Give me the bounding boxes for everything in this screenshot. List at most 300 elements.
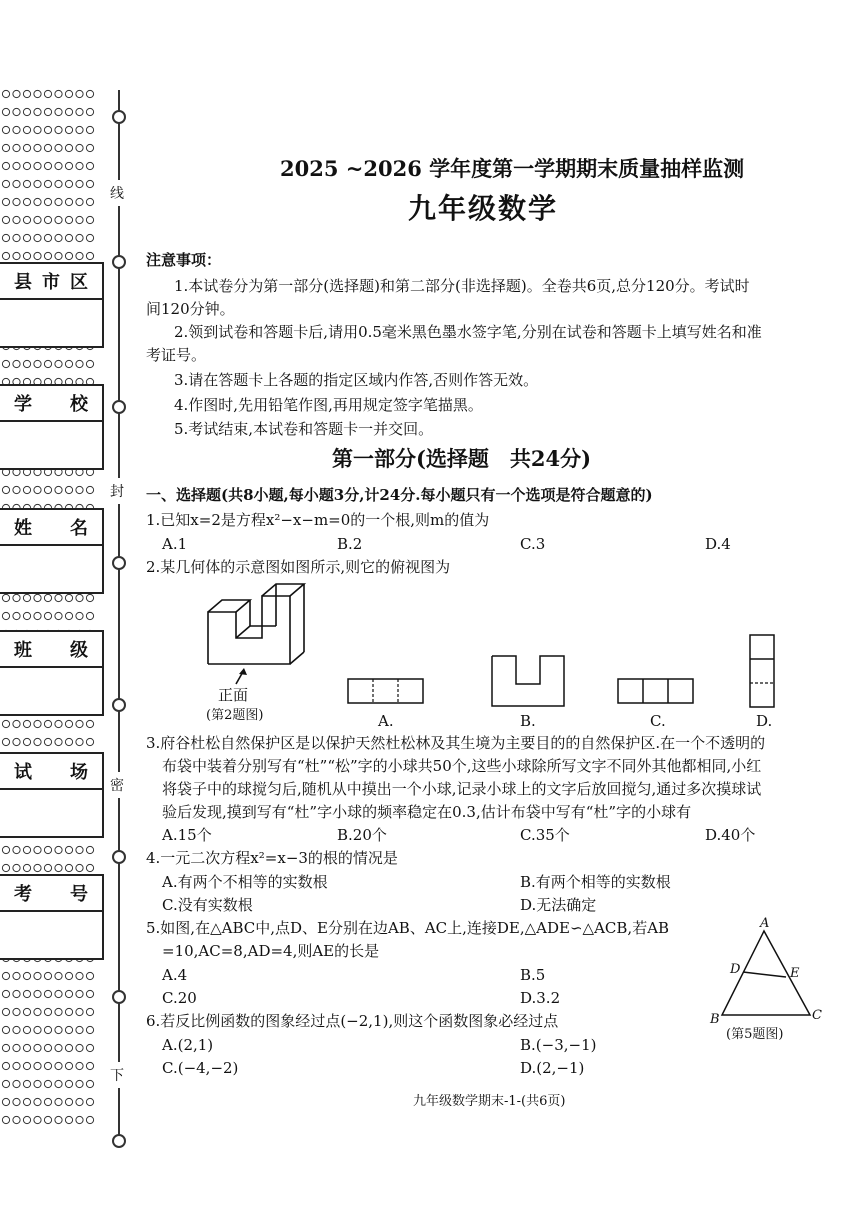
perforation-dot xyxy=(86,1098,93,1105)
perforation-dot xyxy=(65,216,72,223)
perforation-dot xyxy=(23,864,30,871)
perforation-dot xyxy=(23,594,30,601)
perforation-dot xyxy=(76,1026,83,1033)
perforation-dot xyxy=(86,594,93,601)
perforation-dot xyxy=(86,162,93,169)
perforation-dot xyxy=(23,180,30,187)
perforation-dot xyxy=(23,738,30,745)
q5-vertex-e: E xyxy=(790,966,800,981)
field-name-label-a: 姓 xyxy=(14,518,32,539)
binding-ring xyxy=(112,850,126,864)
perforation-dot xyxy=(76,360,83,367)
field-exam-room-blank[interactable] xyxy=(0,790,102,836)
q2-option-c[interactable]: C. xyxy=(650,712,666,730)
perforation-dot xyxy=(65,1026,72,1033)
perforation-dot xyxy=(76,990,83,997)
perforation-dot xyxy=(2,720,9,727)
perforation-dot xyxy=(2,108,9,115)
q1-stem: 1.已知x=2是方程x²−x−m=0的一个根,则m的值为 xyxy=(146,511,490,529)
perforation-dot xyxy=(44,486,51,493)
perforation-dot xyxy=(2,198,9,205)
perforation-dot xyxy=(86,216,93,223)
field-school-label-c: 校 xyxy=(70,394,88,415)
perforation-dot xyxy=(44,360,51,367)
perforation-dot xyxy=(44,234,51,241)
perforation-dot xyxy=(13,594,20,601)
binding-line xyxy=(118,90,120,1140)
perforation-dot xyxy=(65,972,72,979)
perforation-dot xyxy=(34,990,41,997)
perforation-dot xyxy=(55,216,62,223)
perforation-dot xyxy=(86,90,93,97)
perforation-dot xyxy=(65,1044,72,1051)
perforation-dot xyxy=(55,1026,62,1033)
perforation-dot xyxy=(86,360,93,367)
perforation-dot xyxy=(44,612,51,619)
perforation-dot xyxy=(76,612,83,619)
q4-option-b[interactable]: B.有两个相等的实数根 xyxy=(520,873,671,891)
q5-vertex-b: B xyxy=(710,1012,720,1027)
q6-option-a[interactable]: A.(2,1) xyxy=(162,1036,214,1054)
perforation-dot xyxy=(23,1080,30,1087)
field-exam-number[interactable] xyxy=(0,874,104,960)
field-exam-room-label-a: 试 xyxy=(14,762,32,783)
perforation-dot xyxy=(13,360,20,367)
perforation-dot xyxy=(34,144,41,151)
perforation-dot xyxy=(55,990,62,997)
perforation-dot xyxy=(34,198,41,205)
perforation-dot xyxy=(55,1062,62,1069)
perforation-dot xyxy=(76,972,83,979)
perforation-dot xyxy=(13,216,20,223)
perforation-dot xyxy=(2,990,9,997)
notice-line: 4.作图时,先用铅笔作图,再用规定签字笔描黑。 xyxy=(174,396,483,414)
q1-option-a[interactable]: A.1 xyxy=(162,535,188,553)
field-school[interactable] xyxy=(0,384,104,470)
perforation-dot xyxy=(86,108,93,115)
field-name-blank[interactable] xyxy=(0,546,102,592)
perforation-dot xyxy=(76,864,83,871)
perforation-dot xyxy=(34,1008,41,1015)
q2-option-d[interactable]: D. xyxy=(756,712,773,730)
perforation-dot xyxy=(34,1080,41,1087)
perforation-dot xyxy=(65,612,72,619)
perforation-dot xyxy=(76,1080,83,1087)
q6-option-d[interactable]: D.(2,−1) xyxy=(520,1059,585,1077)
perforation-dot xyxy=(23,90,30,97)
perforation-dot xyxy=(76,126,83,133)
perforation-dot xyxy=(23,216,30,223)
perforation-dot xyxy=(86,720,93,727)
perforation-dot xyxy=(2,1062,9,1069)
perforation-dot xyxy=(2,846,9,853)
q2-stem: 2.某几何体的示意图如图所示,则它的俯视图为 xyxy=(146,558,451,576)
perforation-dot xyxy=(65,1080,72,1087)
binding-mark-secret: 密 xyxy=(110,772,124,798)
perforation-dot xyxy=(86,990,93,997)
perforation-dot xyxy=(55,1008,62,1015)
perforation-dot xyxy=(34,594,41,601)
q2-option-a-figure xyxy=(346,677,426,705)
q3-option-c[interactable]: C.35个 xyxy=(520,826,570,844)
perforation-dot xyxy=(55,738,62,745)
page-footer: 九年级数学期末-1-(共6页) xyxy=(413,1094,566,1109)
perforation-dot xyxy=(34,108,41,115)
perforation-dot xyxy=(65,234,72,241)
perforation-dot xyxy=(44,126,51,133)
perforation-dot xyxy=(13,990,20,997)
perforation-dot xyxy=(65,198,72,205)
perforation-dot xyxy=(65,252,72,259)
perforation-dot xyxy=(23,846,30,853)
perforation-dot xyxy=(65,720,72,727)
q2-option-a[interactable]: A. xyxy=(378,712,394,730)
perforation-dot xyxy=(86,180,93,187)
perforation-dot xyxy=(34,90,41,97)
perforation-dot xyxy=(34,234,41,241)
q2-option-c-figure xyxy=(616,677,696,705)
field-school-label-a: 学 xyxy=(14,394,32,415)
perforation-dot xyxy=(23,108,30,115)
perforation-dot xyxy=(55,1116,62,1123)
q5-option-b[interactable]: B.5 xyxy=(520,966,546,984)
perforation-dot xyxy=(44,1098,51,1105)
perforation-dot xyxy=(2,180,9,187)
perforation-dot xyxy=(13,234,20,241)
q4-option-d[interactable]: D.无法确定 xyxy=(520,896,597,914)
perforation-dot xyxy=(34,1044,41,1051)
perforation-dot xyxy=(44,972,51,979)
perforation-dot xyxy=(55,126,62,133)
perforation-dot xyxy=(65,126,72,133)
perforation-dot xyxy=(13,1026,20,1033)
perforation-dot xyxy=(44,720,51,727)
perforation-dot xyxy=(34,864,41,871)
q3-option-b[interactable]: B.20个 xyxy=(337,826,387,844)
perforation-dot xyxy=(44,594,51,601)
perforation-dot xyxy=(2,612,9,619)
field-county[interactable] xyxy=(0,262,104,348)
perforation-dot xyxy=(2,864,9,871)
q5-option-c[interactable]: C.20 xyxy=(162,989,197,1007)
perforation-dot xyxy=(76,216,83,223)
perforation-dot xyxy=(13,1044,20,1051)
binding-mark-line: 线 xyxy=(110,180,124,206)
perforation-dot xyxy=(13,252,20,259)
perforation-dot xyxy=(13,144,20,151)
field-exam-number-label-c: 号 xyxy=(70,884,88,905)
perforation-dot xyxy=(76,90,83,97)
perforation-dot xyxy=(34,1062,41,1069)
perforation-dot xyxy=(23,198,30,205)
perforation-dot xyxy=(34,738,41,745)
perforation-dot xyxy=(2,1044,9,1051)
perforation-dot xyxy=(23,234,30,241)
q3-line: 3.府谷杜松自然保护区是以保护天然杜松林及其生境为主要目的的自然保护区.在一个不透明的 xyxy=(146,734,766,752)
perforation-dot xyxy=(55,162,62,169)
q5-line: 5.如图,在△ABC中,点D、E分别在边AB、AC上,连接DE,△ADE∽△ACB,若AB xyxy=(146,919,670,937)
perforation-dot xyxy=(76,198,83,205)
perforation-dot xyxy=(23,720,30,727)
perforation-dot xyxy=(23,1026,30,1033)
perforation-dot xyxy=(2,360,9,367)
notice-line: 1.本试卷分为第一部分(选择题)和第二部分(非选择题)。全卷共6页,总分120分。考试时 xyxy=(174,277,750,295)
perforation-dot xyxy=(13,972,20,979)
perforation-dot xyxy=(86,1080,93,1087)
q1-option-d[interactable]: D.4 xyxy=(705,535,731,553)
binding-ring xyxy=(112,255,126,269)
perforation-dot xyxy=(13,108,20,115)
field-county-label-c: 区 xyxy=(70,272,88,293)
perforation-dot xyxy=(13,1116,20,1123)
perforation-dot xyxy=(2,738,9,745)
q6-option-c[interactable]: C.(−4,−2) xyxy=(162,1059,239,1077)
perforation-dot xyxy=(34,846,41,853)
perforation-dot xyxy=(23,1008,30,1015)
perforation-dot xyxy=(34,1116,41,1123)
perforation-dot xyxy=(44,1008,51,1015)
perforation-dot xyxy=(86,738,93,745)
perforation-dot xyxy=(86,1008,93,1015)
perforation-dot xyxy=(34,252,41,259)
perforation-dot xyxy=(13,1098,20,1105)
perforation-dot xyxy=(76,1008,83,1015)
perforation-dot xyxy=(86,1044,93,1051)
perforation-dot xyxy=(44,990,51,997)
perforation-dot xyxy=(55,1044,62,1051)
perforation-dot xyxy=(44,198,51,205)
perforation-dot xyxy=(55,846,62,853)
perforation-dot xyxy=(76,1098,83,1105)
perforation-dot xyxy=(2,144,9,151)
perforation-dot xyxy=(13,162,20,169)
perforation-dot xyxy=(44,216,51,223)
binding-ring xyxy=(112,400,126,414)
perforation-dot xyxy=(23,126,30,133)
q1-option-c[interactable]: C.3 xyxy=(520,535,546,553)
perforation-dot xyxy=(55,234,62,241)
perforation-dot xyxy=(44,162,51,169)
perforation-dot xyxy=(86,864,93,871)
q5-option-d[interactable]: D.3.2 xyxy=(520,989,561,1007)
perforation-dot xyxy=(44,864,51,871)
perforation-dot xyxy=(65,108,72,115)
perforation-dot xyxy=(44,180,51,187)
perforation-dot xyxy=(76,486,83,493)
perforation-dot xyxy=(23,1116,30,1123)
binding-mark-seal: 封 xyxy=(110,478,124,504)
q4-option-c[interactable]: C.没有实数根 xyxy=(162,896,253,914)
perforation-dots xyxy=(0,88,100,1140)
perforation-dot xyxy=(34,612,41,619)
perforation-dot xyxy=(2,972,9,979)
notice-line: 2.领到试卷和答题卡后,请用0.5毫米黑色墨水签字笔,分别在试卷和答题卡上填写姓名和准 xyxy=(174,323,762,341)
perforation-dot xyxy=(76,234,83,241)
q3-line: 布袋中装着分别写有“杜”“松”字的小球共50个,这些小球除所写文字不同外其他都相同,小红 xyxy=(162,757,762,775)
perforation-dot xyxy=(65,594,72,601)
perforation-dot xyxy=(2,486,9,493)
q2-option-b[interactable]: B. xyxy=(520,712,536,730)
perforation-dot xyxy=(55,594,62,601)
q5-vertex-d: D xyxy=(730,962,741,977)
perforation-dot xyxy=(2,126,9,133)
field-county-label-a: 县 xyxy=(14,272,32,293)
perforation-dot xyxy=(2,234,9,241)
perforation-dot xyxy=(23,612,30,619)
perforation-dot xyxy=(44,108,51,115)
q4-stem: 4.一元二次方程x²=x−3的根的情况是 xyxy=(146,849,398,867)
perforation-dot xyxy=(86,612,93,619)
q3-line: 验后发现,摸到写有“杜”字小球的频率稳定在0.3,估计布袋中写有“杜”字的小球有 xyxy=(162,803,692,821)
perforation-dot xyxy=(34,1098,41,1105)
q3-option-d[interactable]: D.40个 xyxy=(705,826,756,844)
perforation-dot xyxy=(2,216,9,223)
perforation-dot xyxy=(44,90,51,97)
perforation-dot xyxy=(55,486,62,493)
perforation-dot xyxy=(34,1026,41,1033)
perforation-dot xyxy=(65,990,72,997)
perforation-dot xyxy=(23,144,30,151)
q3-line: 将袋子中的球搅匀后,随机从中摸出一个小球,记录小球上的文字后放回搅匀,通过多次摸球试 xyxy=(162,780,762,798)
binding-ring xyxy=(112,556,126,570)
perforation-dot xyxy=(55,252,62,259)
q3-option-a[interactable]: A.15个 xyxy=(162,826,212,844)
q5-line: =10,AC=8,AD=4,则AE的长是 xyxy=(162,942,380,960)
perforation-dot xyxy=(44,252,51,259)
perforation-dot xyxy=(76,252,83,259)
perforation-dot xyxy=(86,1116,93,1123)
perforation-dot xyxy=(76,144,83,151)
perforation-dot xyxy=(44,1080,51,1087)
q5-option-a[interactable]: A.4 xyxy=(162,966,188,984)
perforation-dot xyxy=(55,972,62,979)
perforation-dot xyxy=(55,144,62,151)
perforation-dot xyxy=(65,846,72,853)
perforation-dot xyxy=(76,846,83,853)
perforation-dot xyxy=(23,486,30,493)
perforation-dot xyxy=(2,252,9,259)
perforation-dot xyxy=(86,1026,93,1033)
perforation-dot xyxy=(76,1116,83,1123)
perforation-dot xyxy=(13,738,20,745)
perforation-dot xyxy=(13,198,20,205)
perforation-dot xyxy=(65,162,72,169)
perforation-dot xyxy=(86,1062,93,1069)
q1-option-b[interactable]: B.2 xyxy=(337,535,363,553)
field-county-label-b: 市 xyxy=(42,272,60,293)
perforation-dot xyxy=(86,144,93,151)
binding-mark-below: 下 xyxy=(110,1062,124,1088)
perforation-dot xyxy=(2,1026,9,1033)
perforation-dot xyxy=(86,126,93,133)
field-name[interactable] xyxy=(0,508,104,594)
perforation-dot xyxy=(55,612,62,619)
field-exam-number-label-a: 考 xyxy=(14,884,32,905)
perforation-dot xyxy=(2,1116,9,1123)
perforation-dot xyxy=(13,90,20,97)
perforation-dot xyxy=(65,1062,72,1069)
perforation-dot xyxy=(86,972,93,979)
perforation-dot xyxy=(34,216,41,223)
field-exam-room-label-c: 场 xyxy=(70,762,88,783)
perforation-dot xyxy=(34,972,41,979)
perforation-dot xyxy=(44,738,51,745)
q5-vertex-c: C xyxy=(812,1008,822,1023)
perforation-dot xyxy=(23,1062,30,1069)
notice-line: 3.请在答题卡上各题的指定区域内作答,否则作答无效。 xyxy=(174,371,539,389)
notice-line: 间120分钟。 xyxy=(146,300,235,318)
perforation-dot xyxy=(13,126,20,133)
perforation-dot xyxy=(65,1116,72,1123)
perforation-dot xyxy=(76,594,83,601)
perforation-dot xyxy=(34,180,41,187)
q2-solid-figure xyxy=(196,576,316,686)
notice-heading: 注意事项： xyxy=(146,251,222,269)
perforation-dot xyxy=(65,360,72,367)
notice-line: 考证号。 xyxy=(146,346,207,364)
field-exam-room[interactable] xyxy=(0,752,104,838)
field-class-label-a: 班 xyxy=(14,640,32,661)
perforation-dot xyxy=(86,486,93,493)
perforation-dot xyxy=(55,180,62,187)
q2-figure-caption: (第2题图) xyxy=(206,708,264,723)
perforation-dot xyxy=(44,1044,51,1051)
q5-triangle-figure xyxy=(706,915,826,1025)
perforation-dot xyxy=(55,720,62,727)
field-class-blank[interactable] xyxy=(0,668,102,714)
q5-vertex-a: A xyxy=(760,916,770,931)
perforation-dot xyxy=(13,846,20,853)
perforation-dot xyxy=(76,1062,83,1069)
perforation-dot xyxy=(55,198,62,205)
perforation-dot xyxy=(34,486,41,493)
perforation-dot xyxy=(23,1098,30,1105)
perforation-dot xyxy=(13,612,20,619)
q6-stem: 6.若反比例函数的图象经过点(−2,1),则这个函数图象必经过点 xyxy=(146,1012,559,1030)
perforation-dot xyxy=(65,486,72,493)
field-name-label-c: 名 xyxy=(70,518,88,539)
field-county-blank[interactable] xyxy=(0,300,102,346)
perforation-dot xyxy=(23,972,30,979)
perforation-dot xyxy=(55,108,62,115)
perforation-dot xyxy=(44,846,51,853)
perforation-dot xyxy=(2,1008,9,1015)
q5-figure-caption: (第5题图) xyxy=(726,1027,784,1042)
perforation-dot xyxy=(65,1098,72,1105)
perforation-dot xyxy=(13,1080,20,1087)
field-school-blank[interactable] xyxy=(0,422,102,468)
field-exam-number-blank[interactable] xyxy=(0,912,102,958)
perforation-dot xyxy=(76,720,83,727)
perforation-dot xyxy=(86,198,93,205)
perforation-dot xyxy=(23,162,30,169)
notice-line: 5.考试结束,本试卷和答题卡一并交回。 xyxy=(174,420,434,438)
perforation-dot xyxy=(55,360,62,367)
perforation-dot xyxy=(44,144,51,151)
perforation-dot xyxy=(44,1026,51,1033)
perforation-dot xyxy=(65,180,72,187)
perforation-dot xyxy=(2,162,9,169)
perforation-dot xyxy=(23,360,30,367)
perforation-dot xyxy=(76,108,83,115)
q6-option-b[interactable]: B.(−3,−1) xyxy=(520,1036,597,1054)
field-class[interactable] xyxy=(0,630,104,716)
q2-front-label: 正面 xyxy=(218,686,249,704)
q4-option-a[interactable]: A.有两个不相等的实数根 xyxy=(162,873,328,891)
perforation-dot xyxy=(55,90,62,97)
exam-title: 2025 ~2026 学年度第一学期期末质量抽样监测 xyxy=(280,156,745,181)
perforation-dot xyxy=(34,162,41,169)
